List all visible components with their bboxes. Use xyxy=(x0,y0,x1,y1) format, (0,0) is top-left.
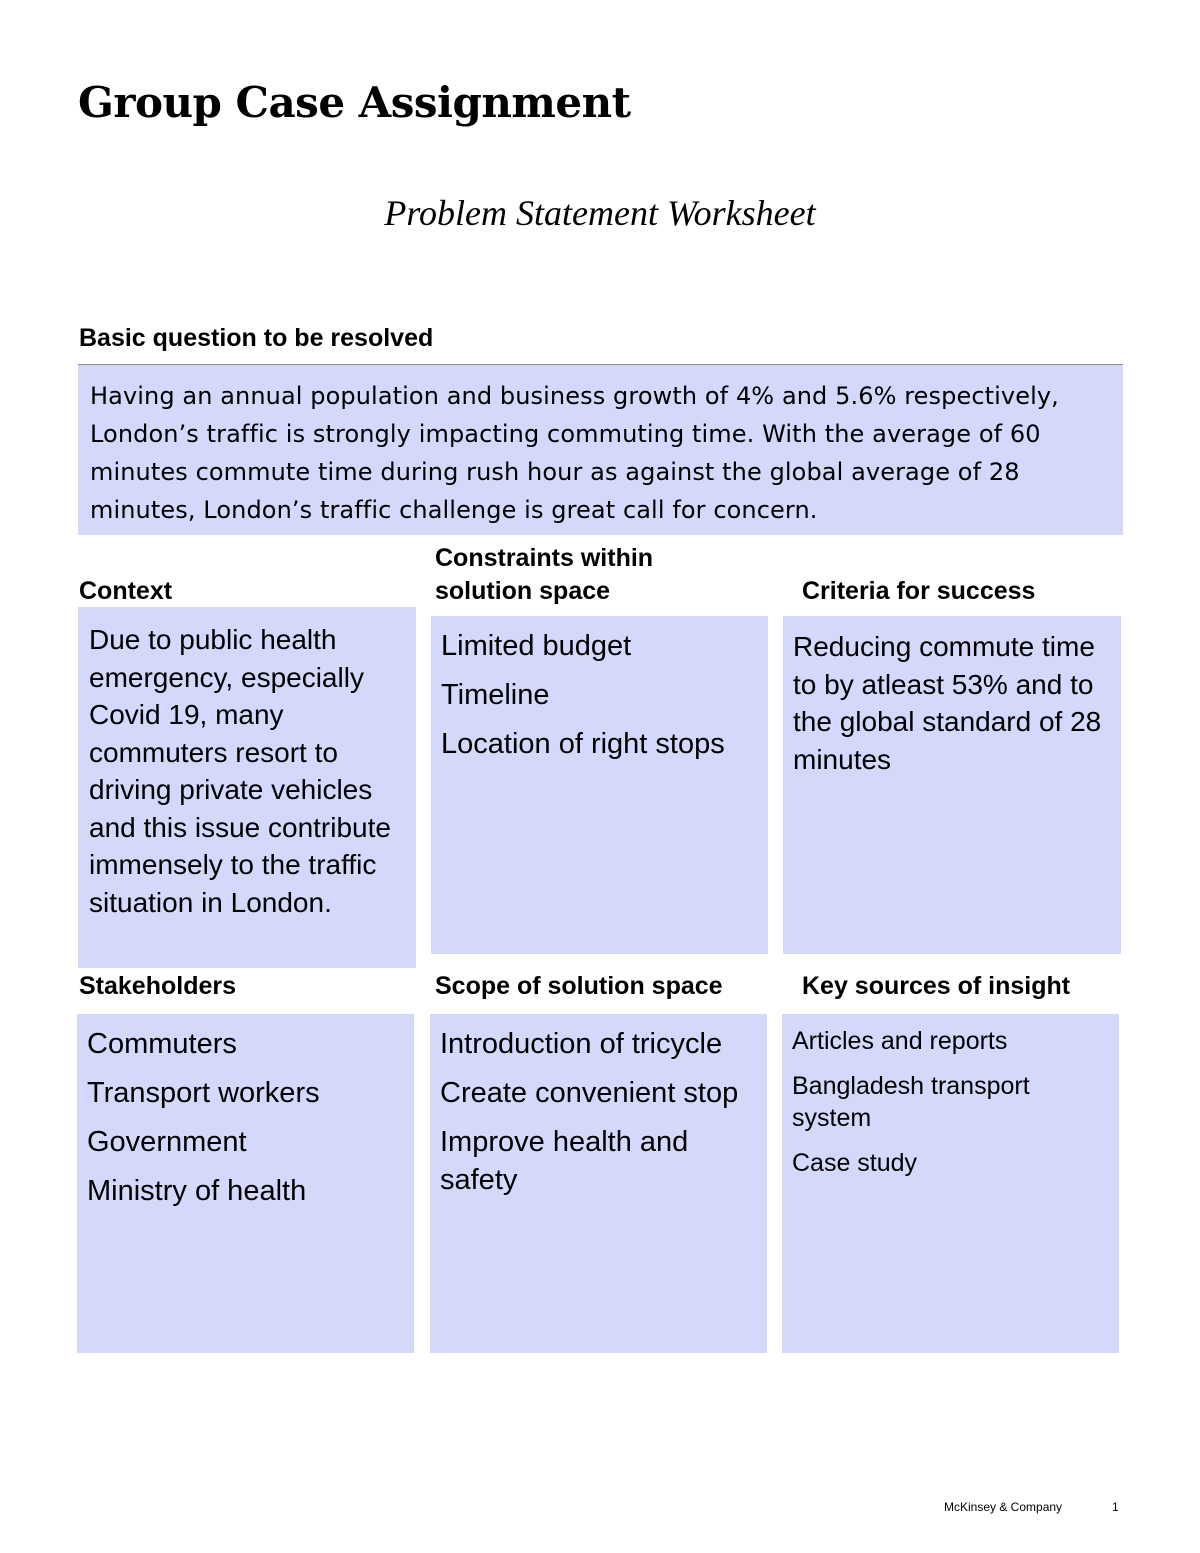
constraints-box xyxy=(431,616,768,954)
footer-company: McKinsey & Company xyxy=(944,1500,1063,1514)
sources-box xyxy=(782,1014,1119,1353)
basic-question-text: Having an annual population and business growth of 4% and 5.6% respectively, London’s traffic is strongly impacting commuting time. With the average of 60 minutes commute time during rush hour as against the global average of 28 minutes, London’s traffic challenge is great call for concern. xyxy=(90,382,1059,524)
context-box xyxy=(78,607,416,968)
source-item: Case study xyxy=(792,1149,918,1177)
constraint-item: Timeline xyxy=(441,679,550,711)
stakeholders-box xyxy=(77,1014,414,1353)
stakeholders-label: Stakeholders xyxy=(79,972,237,1000)
constraints-label: Constraints within solution space xyxy=(435,544,654,605)
criteria-label: Criteria for success xyxy=(802,577,1036,605)
scope-item: Improve health and safety xyxy=(440,1126,689,1196)
constraint-item: Location of right stops xyxy=(441,728,725,760)
page-title: Group Case Assignment xyxy=(78,78,631,127)
stakeholder-item: Commuters xyxy=(87,1028,237,1060)
stakeholder-item: Ministry of health xyxy=(87,1175,307,1207)
scope-item: Introduction of tricycle xyxy=(440,1028,723,1060)
source-item: Articles and reports xyxy=(792,1027,1008,1055)
context-text: Due to public health emergency, especially Covid 19, many commuters resort to driving private vehicles and this issue contribute immensely to the traffic situation in London. xyxy=(89,624,391,918)
basic-question-box xyxy=(78,365,1123,535)
sources-label: Key sources of insight xyxy=(802,972,1071,1000)
scope-box xyxy=(430,1014,767,1353)
worksheet-subtitle: Problem Statement Worksheet xyxy=(384,193,816,233)
basic-question-label: Basic question to be resolved xyxy=(79,324,434,352)
stakeholder-item: Government xyxy=(87,1126,247,1158)
source-item: Bangladesh transport system xyxy=(792,1072,1030,1132)
criteria-text: Reducing commute time to by atleast 53% and to the global standard of 28 minutes xyxy=(793,631,1102,775)
scope-item: Create convenient stop xyxy=(440,1077,739,1109)
constraint-item: Limited budget xyxy=(441,630,632,662)
scope-label: Scope of solution space xyxy=(435,972,723,1000)
stakeholder-item: Transport workers xyxy=(87,1077,320,1109)
context-label: Context xyxy=(79,577,173,605)
page-number: 1 xyxy=(1112,1500,1119,1514)
criteria-box xyxy=(783,616,1121,954)
